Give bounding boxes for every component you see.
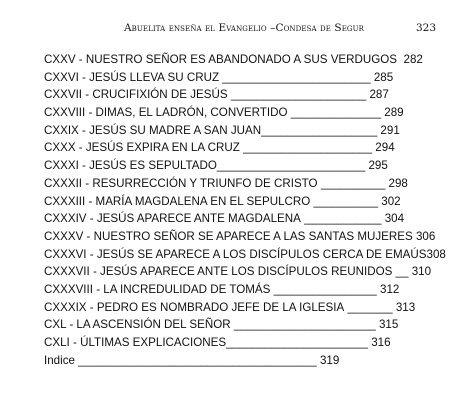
toc-entry-page: 315 [378,318,399,332]
running-title: Abuelita enseña el Evangelio –Condesa de Segur [124,22,364,34]
toc-entry-title: CXXXV - NUESTRO SEÑOR SE APARECE A LAS SANTAS MUJERES [44,229,413,243]
toc-entry [44,122,437,140]
toc-entry [44,193,437,211]
toc-entry-title: CXXXVII - JESÚS APARECE ANTE LOS DISCÍPULOS REUNIDOS [44,265,393,279]
toc-entry-page: 287 [369,88,389,102]
toc-entry [44,228,437,246]
toc-entry-page: 291 [380,123,400,137]
toc-entry [44,86,437,104]
toc-entry-leader: _____________________________________ [78,353,317,367]
toc-entry [44,263,437,281]
toc-entry-leader: ________________ [273,282,377,296]
toc-entry [44,334,437,352]
toc-entry-title: CXXXIX - PEDRO ES NOMBRADO JEFE DE LA IGLESIA [44,300,345,314]
toc-entry-page: 282 [403,53,423,66]
toc-entry-title: CXXIX - JESÚS SU MADRE A SAN JUAN [44,123,262,137]
toc-entry-leader: __________ [313,194,379,208]
toc-entry-leader: _______ [347,300,393,314]
toc-entry-title: CXXVIII - DIMAS, EL LADRÓN, CONVERTIDO [44,106,288,120]
toc-entry-title: CXXXIII - MARÍA MAGDALENA EN EL SEPULCRO [44,194,311,208]
toc-entry [44,299,437,317]
toc-entry-leader: ____________________ [243,141,373,155]
toc-entry-title: CXXV - NUESTRO SEÑOR ES ABANDONADO A SUS VERDUGOS [44,53,398,66]
toc-entry-leader: _______________________ [216,159,366,173]
toc-entry-title: CXXXII - RESURRECCIÓN Y TRIUNFO DE CRISTO [44,176,318,190]
table-of-contents [44,51,446,369]
toc-entry-page: 285 [373,70,394,84]
toc-entry-leader: __________ [320,176,386,190]
toc-entry [44,246,446,264]
toc-entry-page: 289 [384,106,404,120]
toc-entry-title: Indice [44,353,75,367]
toc-entry-page: 319 [319,353,340,367]
page-number: 323 [415,22,436,34]
toc-entry-title: CXLI - ÚLTIMAS EXPLICACIONES [44,336,227,349]
toc-entry-leader: ____________ [304,212,382,226]
toc-entry [44,281,437,299]
toc-entry-leader: _______________________ [222,70,371,84]
toc-entry-page: 312 [380,282,400,296]
toc-entry-leader: ______________________ [226,336,368,349]
toc-entry [44,352,437,370]
toc-entry-title: CXXXI - JESÚS ES SEPULTADO [44,159,217,173]
toc-entry-title: CXXXVI - JESÚS SE APARECE A LOS DISCÍPULOS CERCA DE EMAÚS [44,247,427,261]
toc-entry-page: 294 [375,141,395,155]
toc-entry-title: CXL - LA ASCENSIÓN DEL SEÑOR [44,318,231,332]
toc-entry-title: CXXXIV - JESÚS APARECE ANTE MAGDALENA [44,212,301,226]
toc-entry-leader: _____________________ [230,88,367,102]
toc-entry-page: 310 [411,265,432,279]
running-header [42,22,436,38]
toc-entry [44,139,437,157]
toc-entry-page: 298 [388,176,408,190]
toc-entry-title: CXXVI - JESÚS LLEVA SU CRUZ [44,70,220,84]
toc-entry-page: 295 [368,159,388,173]
toc-entry-page: 308 [426,247,446,261]
toc-entry [44,51,437,69]
toc-entry-leader: __ [395,265,409,279]
toc-entry [44,316,437,334]
toc-entry-title: CXXVII - CRUCIFIXIÓN DE JESÚS [44,88,228,102]
toc-entry [44,157,437,175]
toc-entry-page: 316 [371,336,391,349]
toc-entry-page: 313 [395,300,416,314]
toc-entry-page: 306 [415,229,436,243]
toc-entry-leader: __________________ [261,123,378,137]
toc-entry-page: 302 [381,194,401,208]
toc-entry [44,175,437,193]
toc-entry [44,104,437,122]
toc-entry-title: CXXXVIII - LA INCREDULIDAD DE TOMÁS [44,282,271,296]
toc-entry-leader: ______________________ [233,318,376,332]
toc-entry-leader: ______________ [290,106,382,120]
toc-entry-title: CXXX - JESÚS EXPIRA EN LA CRUZ [44,141,240,155]
toc-entry-page: 304 [384,212,405,226]
toc-entry [44,69,437,87]
toc-entry [44,210,437,228]
